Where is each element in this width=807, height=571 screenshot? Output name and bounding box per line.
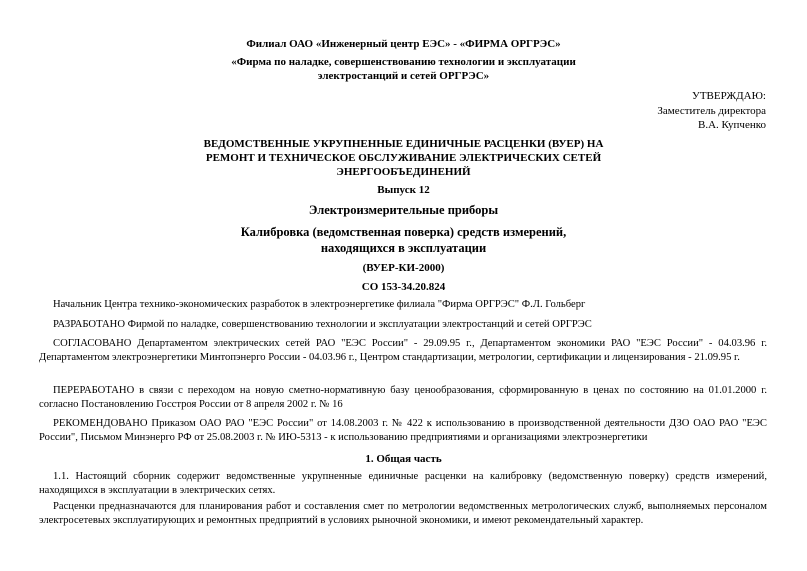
- agreed-paragraph: СОГЛАСОВАНО Департаментом электрических сетей РАО "ЕЭС России" - 29.09.95 г., Департаментом экономики РАО "ЕЭС России" - 04.03.96 г. Департаментом электроэнергетики Минтопэнерго России - 04.03.96 г., Центром стандартизации, метрологии, сертификации и лицензирования - 21.09.95 г.: [39, 338, 767, 363]
- standard-number: СО 153-34.20.824: [361, 281, 446, 293]
- subtitle-line1: Калибровка (ведомственная поверка) средств измерений,: [240, 225, 567, 239]
- firm-name-line1: «Фирма по наладке, совершенствованию технологии и эксплуатации: [231, 56, 576, 68]
- section-paragraph-1: 1.1. Настоящий сборник содержит ведомственные укрупненные единичные расценки на калибровку (ведомственную поверку) средств измерений, находящихся в эксплуатации в электрических сетях.: [39, 471, 767, 496]
- firm-name-line2: электростанций и сетей ОРГРЭС»: [317, 70, 490, 82]
- document-code: (ВУЕР-КИ-2000): [362, 262, 445, 274]
- approval-label: УТВЕРЖДАЮ:: [692, 90, 766, 102]
- subtitle-line2: находящихся в эксплуатации: [320, 241, 487, 255]
- approval-position: Заместитель директора: [657, 105, 766, 117]
- branch-name: Филиал ОАО «Инженерный центр ЕЭС» - «ФИРМА ОРГРЭС»: [246, 38, 561, 50]
- issue-number: Выпуск 12: [377, 184, 430, 196]
- section-heading: 1. Общая часть: [365, 453, 442, 465]
- document-title-line1: ВЕДОМСТВЕННЫЕ УКРУПНЕННЫЕ ЕДИНИЧНЫЕ РАСЦЕНКИ (ВУЕР) НА: [203, 138, 604, 150]
- document-title-line3: ЭНЕРГООБЪЕДИНЕНИЙ: [336, 166, 471, 178]
- section-paragraph-2: Расценки предназначаются для планирования работ и составления смет по метрологии ведомственных метрологических служб, выполняемых персоналом электросетевых эксплуатирующих и ремонтных предприятий в условиях рыночной экономики, и имеют рекомендательный характер.: [39, 501, 767, 526]
- recommended-paragraph: РЕКОМЕНДОВАНО Приказом ОАО РАО "ЕЭС России" от 14.08.2003 г. № 422 к использованию в производственной деятельности ДЗО ОАО РАО "ЕЭС России", Письмом Минэнерго РФ от 25.08.2003 г. № ИЮ-5313 - к использованию предприятиями и организациями электроэнергетики: [39, 418, 767, 443]
- head-of-center-paragraph: Начальник Центра технико-экономических разработок в электроэнергетике филиала "Фирма ОРГРЭС" Ф.Л. Гольберг: [53, 299, 586, 310]
- reworked-paragraph: ПЕРЕРАБОТАНО в связи с переходом на новую сметно-нормативную базу ценообразования, сформированную в ценах по состоянию на 01.01.2000 г. согласно Постановлению Госстроя России от 8 апреля 2002 г. № 16: [39, 385, 767, 410]
- document-title-line2: РЕМОНТ И ТЕХНИЧЕСКОЕ ОБСЛУЖИВАНИЕ ЭЛЕКТРИЧЕСКИХ СЕТЕЙ: [205, 152, 602, 164]
- developed-paragraph: РАЗРАБОТАНО Фирмой по наладке, совершенствованию технологии и эксплуатации электростанций и сетей ОРГРЭС: [53, 319, 592, 330]
- approval-name: В.А. Купченко: [697, 119, 766, 131]
- subject-title: Электроизмерительные приборы: [308, 203, 499, 217]
